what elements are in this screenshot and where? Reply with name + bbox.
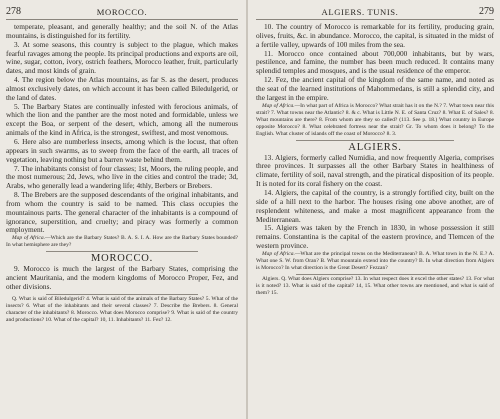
- question-block: [256, 251, 494, 272]
- divider: [46, 251, 198, 252]
- paragraph: 5. The Barbary States are continually infested with ferocious animals, of which the lion and the panther are the most noted and formidable, unless we except the Boa, or serpent of the desert, which, among all the numerous animals of the kind in Africa, is the strongest, swiftest, and most venomous.: [6, 101, 238, 138]
- paragraph: 12. Fez, the ancient capital of the kingdom of the same name, and noted as the seat of the learned institutions of Mahommedans, is still a splendid city, and the largest in the empire.: [256, 75, 494, 102]
- paragraph: 14. Algiers, the capital of the country, is a strongly fortified city, built on the side of a hill next to the harbor. The houses rising one above another, are of resplendent whiteness, and make a most magnificent appearance from the Mediterranean.: [256, 187, 494, 224]
- paragraph: temperate, pleasant, and generally healthy; and the soil N. of the Atlas mountains, is distinguished for its fertility.: [6, 22, 238, 40]
- question-block: Q. What is said of Biledulgerid? 4. What is said of the animals of the Barbary States? 5. What of the insects? 6. What of the inhabitants and their several classes? 7. Describe the Brebers. 8. General character of the inhabitants? 8. Morocco. What does Morocco comprise? 9. What is said of the country and productions? 10. What of the capital? 10, 11. Inhabitants? 11. Fez? 12.: [6, 295, 238, 323]
- question-text: —Which are the Barbary States? B. A. S. I. A. How are the Barbary States bounded? In what hemisphere are they?: [6, 235, 238, 249]
- question-text: —What are the principal towns on the Mediterranean? B. A. What town in the N. E.? A. What one S. W. from Oran? B. What mountain extend into the country? B. In what direction from Algiers is Morocco? In what direction is the Great Desert? Fezzan?: [256, 250, 494, 271]
- book-gutter: [246, 0, 248, 419]
- paragraph: 9. Morocco is much the largest of the Barbary States, comprising the ancient Mauritania, and the modern kingdoms of Morocco Proper, Fez, and other divisions.: [6, 264, 238, 291]
- question-lead: Map of Africa.: [262, 250, 295, 257]
- paragraph: 8. The Brebers are the supposed descendants of the original inhabitants, and from whom the country is said to be named. This class occupies the mountainous parts. The general character of the inhabitants is a compound of ignorance, superstition, and cruelty; and piracy was formerly a common employment.: [6, 190, 238, 235]
- question-lead: Map of Africa.: [262, 102, 295, 109]
- question-block: [256, 103, 494, 138]
- section-title: ALGIERS.: [348, 141, 402, 153]
- running-head: MOROCCO.: [96, 7, 148, 17]
- question-text: —In what part of Africa is Morocco? What strait has it on the N.? 7. What town near this strait? 7. What towns near the Atlantic? 8. & c. What is Little N. E. of Santa Cruz? 8. What E. of Sales? 8. What mountains are there? 8. From whom are they so called? (113. See p. 18.) What country in Europe opposite Morocco? 8. What celebrated fortress near the strait? Gr. To whom does it belong? To the English. What cluster of islands off the coast of Morocco? 8. 3.: [256, 102, 494, 137]
- running-head: ALGIERS. TUNIS.: [321, 7, 399, 17]
- divider: [46, 294, 198, 295]
- right-page-header: [256, 6, 494, 20]
- question-block: Algiers. Q. What does Algiers comprise? 13. In what respect does it excel the other states? 13. For what is it noted? 13. What is said of the capital? 14, 15. What other towns are mentioned, and what is said of them? 15.: [256, 275, 494, 296]
- paragraph: 15. Algiers was taken by the French in 1830, in whose possession it still remains. Constantina is the capital of the eastern province, and Tlemcen of the western province.: [256, 223, 494, 251]
- paragraph: 6. Here also are numberless insects, among which is the locust, that often appears in such swarms, as to sweep from the face of the earth, all traces of vegetation, leaving nothing but a barren waste behind them.: [6, 136, 238, 164]
- section-title: MOROCCO.: [90, 253, 154, 265]
- paragraph: 11. Morocco once contained about 700,000 inhabitants, but by wars, pestilence, and famine, the number has been much reduced. It contains many splendid temples and mosques, and is the usual residence of the emperor.: [256, 48, 494, 76]
- paragraph: 10. The country of Morocco is remarkable for its fertility, producing grain, olives, fruits, &c. in abundance. Morocco, the capital, is situated in the midst of a fertile valley, upwards of 100 miles from the sea.: [256, 22, 494, 49]
- paragraph: 13. Algiers, formerly called Numidia, and now frequently Algeria, comprises three provinces. It surpasses all the other Barbary States in healthiness of climate, fertility of soil, naval strength, and the piratical disposition of its people. It is noted for its coral fishery on the coast.: [256, 152, 494, 189]
- right-page: [256, 6, 494, 415]
- paragraph: 3. At some seasons, this country is subject to the plague, which makes fearful ravages among the people. Its principal productions and exports are oil, wine, sugar, cotton, ivory, ostrich feathers, Morocco leather, fruit, particularly dates, and most kinds of grain.: [6, 39, 238, 76]
- question-block: [6, 235, 238, 249]
- page-number: 278: [6, 6, 21, 17]
- question-lead: Map of Africa.: [12, 235, 46, 242]
- page-number: 279: [479, 6, 494, 17]
- divider: [296, 274, 454, 275]
- left-page-header: [6, 6, 238, 20]
- divider: [296, 140, 454, 141]
- paragraph: 7. The inhabitants consist of four classes; 1st, Moors, the ruling people, and the most numerous; 2d, Jews, who live in the cities and control the trade; 3d, Arabs, who generally lead a wandering life; 4thly, Berbers or Brebers.: [6, 163, 238, 191]
- paragraph: 4. The region below the Atlas mountains, as far S. as the desert, produces almost exclusively dates, on which account it has been called Biledulgerid, or the land of dates.: [6, 75, 238, 102]
- left-page: [6, 6, 238, 415]
